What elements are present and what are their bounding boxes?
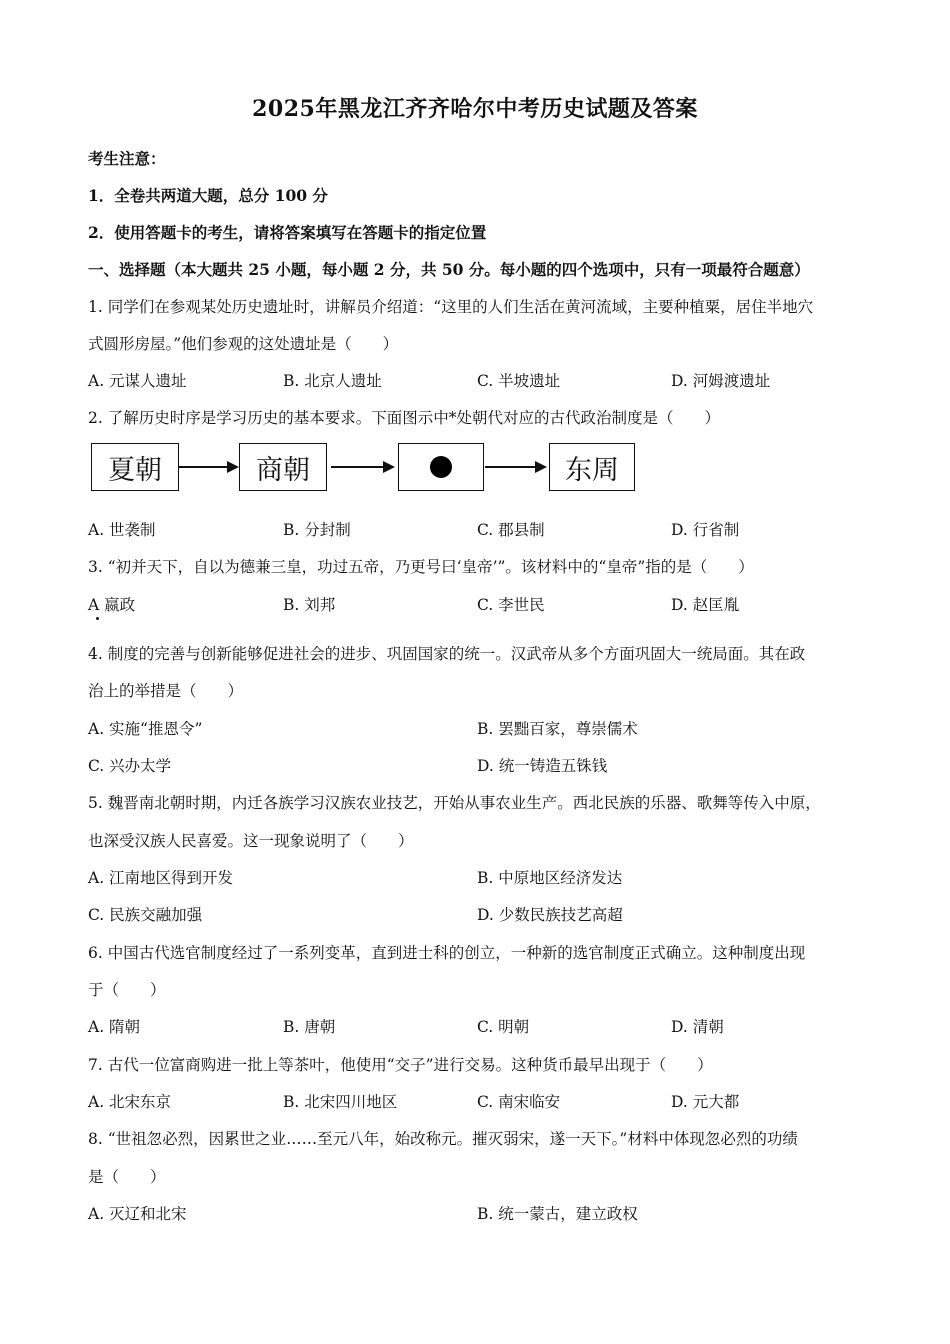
- dynasty-box-shang: 商朝: [239, 443, 327, 491]
- option-b: B. 分封制: [283, 521, 351, 539]
- question-text: 式圆形房屋。”他们参观的这处遗址是（ ）: [88, 335, 399, 353]
- option-c: C. 兴办太学: [88, 757, 172, 775]
- question-text: 8. “世祖忽必烈，因累世之业……至元八年，始改称元。摧灭弱宋，遂一天下。”材料中体现忽必烈的功绩: [88, 1130, 798, 1148]
- option-a: A. 实施“推恩令”: [88, 720, 203, 738]
- arrow-icon: [179, 466, 237, 468]
- notice-heading: 考生注意：: [88, 149, 166, 168]
- question-text: 3. “初并天下，自以为德兼三皇，功过五帝，乃更号曰‘皇帝’”。该材料中的“皇帝”指的是（ ）: [88, 558, 754, 576]
- question-text: 于（ ）: [88, 981, 166, 999]
- notice-item: 2．使用答题卡的考生，请将答案填写在答题卡的指定位置: [88, 223, 487, 242]
- page-title: 2025年黑龙江齐齐哈尔中考历史试题及答案: [252, 96, 698, 122]
- question-text: 1. 同学们在参观某处历史遗址时，讲解员介绍道：“这里的人们生活在黄河流域，主要种植粟，居住半地穴: [88, 298, 814, 316]
- question-text: 是（ ）: [88, 1168, 166, 1186]
- option-b: B. 刘邦: [283, 596, 336, 614]
- option-c: C. 郡县制: [477, 521, 545, 539]
- option-d: D. 行省制: [671, 521, 740, 539]
- option-c: C. 半坡遗址: [477, 372, 561, 390]
- option-a: A. 江南地区得到开发: [88, 869, 234, 887]
- dynasty-box-xia: 夏朝: [91, 443, 179, 491]
- option-a: A. 北宋东京: [88, 1093, 172, 1111]
- option-c: C. 民族交融加强: [88, 906, 203, 924]
- option-b: B. 罢黜百家，尊崇儒术: [477, 720, 638, 738]
- option-b: B. 统一蒙古，建立政权: [477, 1205, 638, 1223]
- question-text: 4. 制度的完善与创新能够促进社会的进步、巩固国家的统一。汉武帝从多个方面巩固大一统局面。其在政: [88, 645, 806, 663]
- option-b: B. 北京人遗址: [283, 372, 382, 390]
- section-heading: 一、选择题（本大题共 25 小题，每小题 2 分，共 50 分。每小题的四个选项中，只有一项最符合题意）: [88, 260, 810, 279]
- question-text: 2. 了解历史时序是学习历史的基本要求。下面图示中*处朝代对应的古代政治制度是（ ）: [88, 409, 720, 427]
- option-a: A. 世袭制: [88, 521, 156, 539]
- filled-circle-icon: [430, 456, 452, 478]
- arrow-icon: [331, 466, 393, 468]
- arrow-icon: [485, 466, 545, 468]
- option-a: A. 隋朝: [88, 1018, 141, 1036]
- option-b: B. 中原地区经济发达: [477, 869, 623, 887]
- dynasty-box-dongzhou: 东周: [549, 443, 635, 491]
- option-d: D. 赵匡胤: [671, 596, 740, 614]
- option-c: C. 明朝: [477, 1018, 530, 1036]
- option-b: B. 北宋四川地区: [283, 1093, 398, 1111]
- question-text: 治上的举措是（ ）: [88, 682, 244, 700]
- option-a: A. 元谋人遗址: [88, 372, 187, 390]
- option-d: D. 河姆渡遗址: [671, 372, 771, 390]
- dynasty-box-unknown: [398, 443, 484, 491]
- option-d: D. 元大都: [671, 1093, 740, 1111]
- question-text: 也深受汉族人民喜爱。这一现象说明了（ ）: [88, 832, 414, 850]
- option-c: C. 南宋临安: [477, 1093, 561, 1111]
- option-d: D. 少数民族技艺高超: [477, 906, 623, 924]
- option-d: D. 统一铸造五铢钱: [477, 757, 608, 775]
- option-d: D. 清朝: [671, 1018, 724, 1036]
- question-text: 6. 中国古代选官制度经过了一系列变革，直到进士科的创立，一种新的选官制度正式确立。这种制度出现: [88, 944, 806, 962]
- option-a: A 嬴政: [88, 596, 136, 614]
- question-text: 7. 古代一位富商购进一批上等茶叶，他使用“交子”进行交易。这种货币最早出现于（ ）: [88, 1056, 713, 1074]
- option-c: C. 李世民: [477, 596, 545, 614]
- question-text: 5. 魏晋南北朝时期，内迁各族学习汉族农业技艺，开始从事农业生产。西北民族的乐器、歌舞等传入中原，: [88, 794, 821, 812]
- option-b: B. 唐朝: [283, 1018, 336, 1036]
- notice-item: 1．全卷共两道大题，总分 100 分: [88, 186, 328, 205]
- stray-dot: [96, 617, 99, 620]
- option-a: A. 灭辽和北宋: [88, 1205, 187, 1223]
